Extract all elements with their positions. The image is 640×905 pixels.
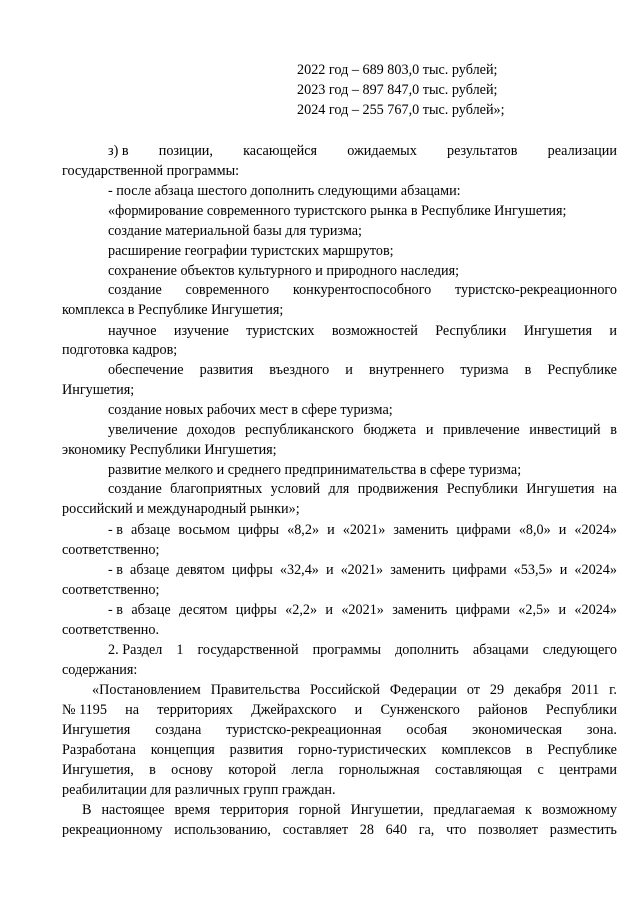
word: основу (171, 762, 213, 778)
word: г. (609, 682, 617, 698)
word: Республике (547, 362, 617, 378)
word: к (525, 802, 532, 818)
word: «2,2» (285, 602, 318, 618)
word: составляющая (434, 762, 523, 778)
word: настоящее (101, 802, 165, 818)
word: «Постановлением (92, 682, 201, 698)
word: 2. Раздел (108, 642, 163, 658)
abz-5-line2: комплекса в Республике Ингушетия; (62, 302, 284, 318)
word: 28 (359, 822, 374, 838)
word: 29 (489, 682, 505, 698)
word: и (425, 422, 434, 438)
word: возможному (541, 802, 617, 818)
word: позволяет (478, 822, 538, 838)
word: «2021» (340, 562, 384, 578)
word: доходов (187, 422, 236, 438)
word: и (345, 362, 353, 378)
item-z-line2: государственной программы: (62, 163, 240, 179)
word: Республики (545, 702, 617, 718)
quote-line5 (62, 761, 617, 779)
word: «2021» (341, 602, 384, 618)
abz-6-line1 (108, 322, 617, 340)
word: территориях (157, 702, 233, 718)
word: цифрами (456, 522, 511, 538)
word: комплексов (441, 742, 512, 758)
word: цифрами (452, 562, 507, 578)
word: девятом (176, 562, 225, 578)
word: инвестиций (529, 422, 601, 438)
word: для (328, 481, 350, 497)
word: Республике (547, 742, 617, 758)
quote-line1 (92, 681, 617, 699)
abz-6-line2: подготовка кадров; (62, 342, 178, 358)
word: № 1195 (62, 702, 107, 718)
word: от (466, 682, 480, 698)
word: создание (108, 282, 162, 298)
word: заменить (392, 602, 448, 618)
word: и (325, 602, 333, 618)
word: использованию, (174, 822, 271, 838)
word: в (149, 762, 156, 778)
word: на (125, 702, 140, 718)
para-9-line2: соответственно; (62, 582, 160, 598)
word: продвижения (357, 481, 439, 497)
word: особая (406, 722, 448, 738)
word: га, (418, 822, 435, 838)
word: легла (291, 762, 324, 778)
word: Республики (446, 481, 518, 497)
word: «2024» (574, 602, 617, 618)
word: изучение (173, 323, 229, 339)
section-2-line1 (108, 641, 617, 659)
abz-1: «формирование современного туристского рынка в Республике Ингушетия; (108, 203, 567, 219)
word: «2021» (342, 522, 386, 538)
word: время (174, 802, 211, 818)
word: на (603, 481, 617, 497)
word: и (354, 702, 363, 718)
abz-7-line1 (108, 361, 617, 379)
word: з) в (108, 143, 129, 159)
word: заменить (393, 522, 449, 538)
mountain-line1 (82, 801, 617, 819)
word: цифры (231, 562, 273, 578)
word: горной (298, 802, 341, 818)
word: «8,2» (287, 522, 320, 538)
para-8-line2: соответственно; (62, 542, 160, 558)
abz-3: расширение географии туристских маршрутов; (108, 243, 394, 259)
word: и (609, 323, 617, 339)
word: туристско-рекреационная (226, 722, 382, 738)
section-2-line2: содержания: (62, 662, 138, 678)
word: государственной (197, 642, 299, 658)
word: дополнить (395, 642, 459, 658)
word: следующего (542, 642, 617, 658)
word: программы (312, 642, 382, 658)
word: рекреационному (62, 822, 163, 838)
word: Ингушетия (523, 323, 592, 339)
word: Российской (310, 682, 380, 698)
word: туристских (246, 323, 315, 339)
funding-2023: 2023 год – 897 847,0 тыс. рублей; (297, 82, 498, 98)
word: зона. (586, 722, 617, 738)
word: - в (108, 602, 123, 618)
word: реализации (547, 143, 617, 159)
abz-4: сохранение объектов культурного и природного наследия; (108, 263, 460, 279)
word: Ингушетия, (62, 762, 134, 778)
word: разместить (549, 822, 617, 838)
word: внутреннего (368, 362, 445, 378)
mountain-line2 (62, 821, 617, 839)
word: возможностей (331, 323, 418, 339)
word: абзаце (131, 522, 171, 538)
word: горно-туристических (298, 742, 427, 758)
quote-line2 (62, 701, 617, 719)
word: в (524, 362, 532, 378)
word: составляет (282, 822, 349, 838)
word: позиции, (158, 143, 213, 159)
quote-line6: реабилитации для различных групп граждан. (62, 782, 336, 798)
word: и (558, 602, 567, 618)
word: касающейся (243, 143, 318, 159)
word: «32,4» (279, 562, 319, 578)
word: обеспечение (108, 362, 184, 378)
word: результатов (446, 143, 518, 159)
word: Федерации (389, 682, 457, 698)
word: Ингушетии, (350, 802, 424, 818)
word: создание (108, 481, 162, 497)
word: научное (108, 323, 157, 339)
abz-5-line1 (108, 281, 617, 299)
abz-11-line1 (108, 480, 617, 498)
word: концепция (150, 742, 215, 758)
word: бюджета (363, 422, 417, 438)
word: В (82, 802, 92, 818)
word: - в (108, 562, 123, 578)
abz-7-line2: Ингушетия; (62, 382, 135, 398)
word: цифры (238, 522, 280, 538)
word: и (327, 522, 335, 538)
abz-2: создание материальной базы для туризма; (108, 223, 362, 239)
word: и (325, 562, 334, 578)
word: Ингушетия (526, 481, 595, 497)
word: цифрами (455, 602, 510, 618)
word: республиканского (244, 422, 354, 438)
word: Республики (435, 323, 507, 339)
word: «53,5» (513, 562, 553, 578)
word: привлечение (442, 422, 520, 438)
funding-2024: 2024 год – 255 767,0 тыс. рублей»; (297, 102, 505, 118)
word: 1 (176, 642, 184, 658)
word: конкурентоспособного (292, 282, 432, 298)
word: туризма (460, 362, 509, 378)
word: 2011 (571, 682, 600, 698)
word: 640 (385, 822, 407, 838)
word: ожидаемых (347, 143, 417, 159)
word: территория (220, 802, 289, 818)
word: и (558, 522, 567, 538)
abz-11-line2: российский и международный рынки»; (62, 501, 300, 517)
word: условий (270, 481, 321, 497)
word: с (537, 762, 544, 778)
word: цифры (235, 602, 277, 618)
word: туристско-рекреационного (454, 282, 617, 298)
item-z-line1 (108, 142, 617, 160)
word: экономическая (472, 722, 563, 738)
word: развития (199, 362, 254, 378)
word: и (559, 562, 568, 578)
word: благоприятных (170, 481, 263, 497)
word: въездного (269, 362, 330, 378)
word: развития (229, 742, 284, 758)
para-8-line1 (108, 521, 617, 539)
word: восьмом (178, 522, 230, 538)
word: «2024» (574, 522, 617, 538)
word: районов (478, 702, 528, 718)
abz-8: создание новых рабочих мест в сфере туризма; (108, 402, 393, 418)
word: которой (228, 762, 277, 778)
quote-line4 (62, 741, 617, 759)
word: увеличение (108, 422, 178, 438)
word: «2,5» (518, 602, 551, 618)
word: Джейрахского (251, 702, 337, 718)
word: Ингушетия (62, 722, 131, 738)
word: «8,0» (518, 522, 551, 538)
word: Разработана (62, 742, 136, 758)
para-10-line2: соответственно. (62, 622, 160, 638)
word: декабря (514, 682, 562, 698)
word: Сунженского (380, 702, 460, 718)
word: в (525, 742, 533, 758)
abz-10: развитие мелкого и среднего предпринимательства в сфере туризма; (108, 462, 522, 478)
para-10-line1 (108, 601, 617, 619)
word: «2024» (574, 562, 617, 578)
word: абзаце (130, 562, 170, 578)
word: заменить (390, 562, 446, 578)
word: абзаце (131, 602, 171, 618)
word: что (446, 822, 467, 838)
word: предлагаемая (433, 802, 516, 818)
word: современного (185, 282, 270, 298)
funding-2022: 2022 год – 689 803,0 тыс. рублей; (297, 62, 498, 78)
word: - в (108, 522, 123, 538)
word: Правительства (210, 682, 301, 698)
word: десятом (178, 602, 228, 618)
after-sixth-paragraph: - после абзаца шестого дополнить следующими абзацами: (108, 183, 461, 199)
quote-line3 (62, 721, 617, 739)
para-9-line1 (108, 561, 617, 579)
word: абзацами (472, 642, 529, 658)
word: горнолыжная (338, 762, 420, 778)
word: в (610, 422, 617, 438)
word: создана (155, 722, 202, 738)
word: центрами (559, 762, 617, 778)
abz-9-line2: экономику Республики Ингушетия; (62, 442, 277, 458)
abz-9-line1 (108, 421, 617, 439)
